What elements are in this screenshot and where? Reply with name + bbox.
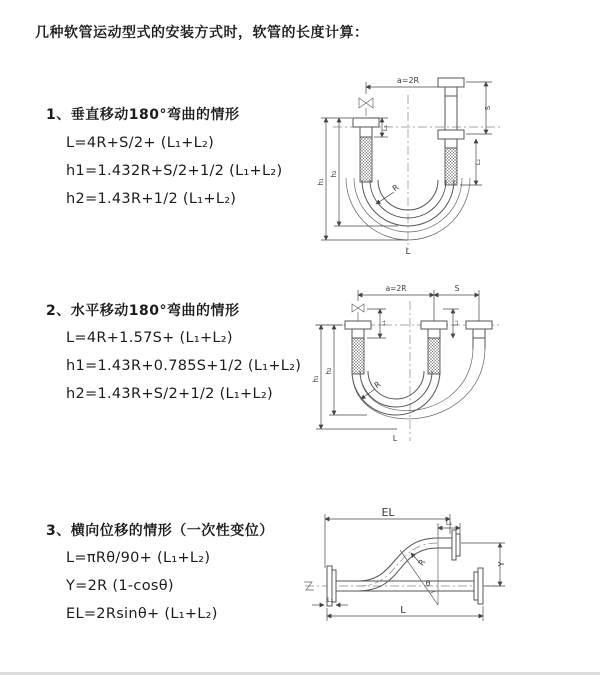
dim-label-L1: L₁ xyxy=(381,124,389,132)
section-3-formula-Y: Y=2R (1-cosθ) xyxy=(66,578,174,594)
dim-label-EL: EL xyxy=(381,506,395,519)
dim-label-L2: L₂ xyxy=(474,158,482,166)
middle-pipe-assembly xyxy=(421,321,447,374)
valve-icon xyxy=(359,98,373,116)
page-title: 几种软管运动型式的安装方式时，软管的长度计算： xyxy=(35,25,369,41)
dim-label-S: S xyxy=(484,105,492,111)
dimension-L2 xyxy=(460,139,482,185)
dim-label-theta: θ xyxy=(425,579,431,588)
radius-leader-R xyxy=(376,182,401,204)
dim-label-R: R xyxy=(372,379,383,391)
dim-label-L1: L₁ xyxy=(380,320,387,326)
section-1-formula-h2: h2=1.43R+1/2 (L₁+L₂) xyxy=(66,191,237,207)
left-pipe-assembly xyxy=(345,321,371,374)
dimension-EL xyxy=(325,506,450,568)
dim-label-a2R: a=2R xyxy=(396,76,420,85)
dim-label-a2R: a=2R xyxy=(385,284,407,293)
diagram-lateral-displacement xyxy=(300,506,520,641)
dim-label-L1: L₁ xyxy=(445,519,453,527)
left-pipe-assembly xyxy=(353,118,379,182)
section-3-formula-L: L=πRθ/90+ (L₁+L₂) xyxy=(66,550,211,566)
dim-label-R: R xyxy=(416,557,428,568)
right-pipe-assembly xyxy=(466,321,492,349)
dim-label-h2: h₂ xyxy=(325,367,333,375)
dimension-L1 xyxy=(438,519,460,536)
section-2-heading: 2、水平移动180°弯曲的情形 xyxy=(46,303,240,319)
diagram-vertical-movement xyxy=(308,70,520,262)
section-1-formula-L: L=4R+S/2+ (L₁+L₂) xyxy=(66,135,215,151)
dim-label-h1: h₁ xyxy=(312,375,320,383)
right-pipe-assembly xyxy=(438,78,464,185)
dim-label-L2: L₂ xyxy=(453,320,460,326)
dim-label-S: S xyxy=(454,284,460,293)
dim-label-Y: Y xyxy=(497,561,506,567)
dimension-S xyxy=(466,82,492,134)
section-2-formula-h1: h1=1.43R+0.785S+1/2 (L₁+L₂) xyxy=(66,358,302,374)
upper-flange xyxy=(438,530,460,560)
diagram-horizontal-movement xyxy=(305,281,505,453)
section-2-formula-L: L=4R+1.57S+ (L₁+L₂) xyxy=(66,330,233,346)
dim-label-L: L xyxy=(392,434,398,443)
dimension-a2R xyxy=(358,284,434,321)
section-2-formula-h2: h2=1.43R+S/2+1/2 (L₁+L₂) xyxy=(66,386,273,402)
dim-label-R: R xyxy=(390,182,401,194)
dim-label-L: L xyxy=(400,605,406,616)
section-1-formula-h1: h1=1.432R+S/2+1/2 (L₁+L₂) xyxy=(66,163,283,179)
right-flange xyxy=(474,568,483,604)
dimension-S xyxy=(434,284,479,321)
dimension-L xyxy=(327,605,483,621)
dim-label-L2: L₂ xyxy=(327,597,333,604)
section-1-heading: 1、垂直移动180°弯曲的情形 xyxy=(46,107,240,123)
section-3-heading: 3、横向位移的情形（一次性变位） xyxy=(46,523,274,539)
dim-label-h2: h₂ xyxy=(330,170,338,178)
dim-label-h1: h₁ xyxy=(317,178,325,186)
valve-icon xyxy=(352,304,364,321)
dimension-L2 xyxy=(312,597,348,605)
section-3-formula-EL: EL=2Rsinθ+ (L₁+L₂) xyxy=(66,606,218,622)
dim-label-L: L xyxy=(405,247,411,257)
